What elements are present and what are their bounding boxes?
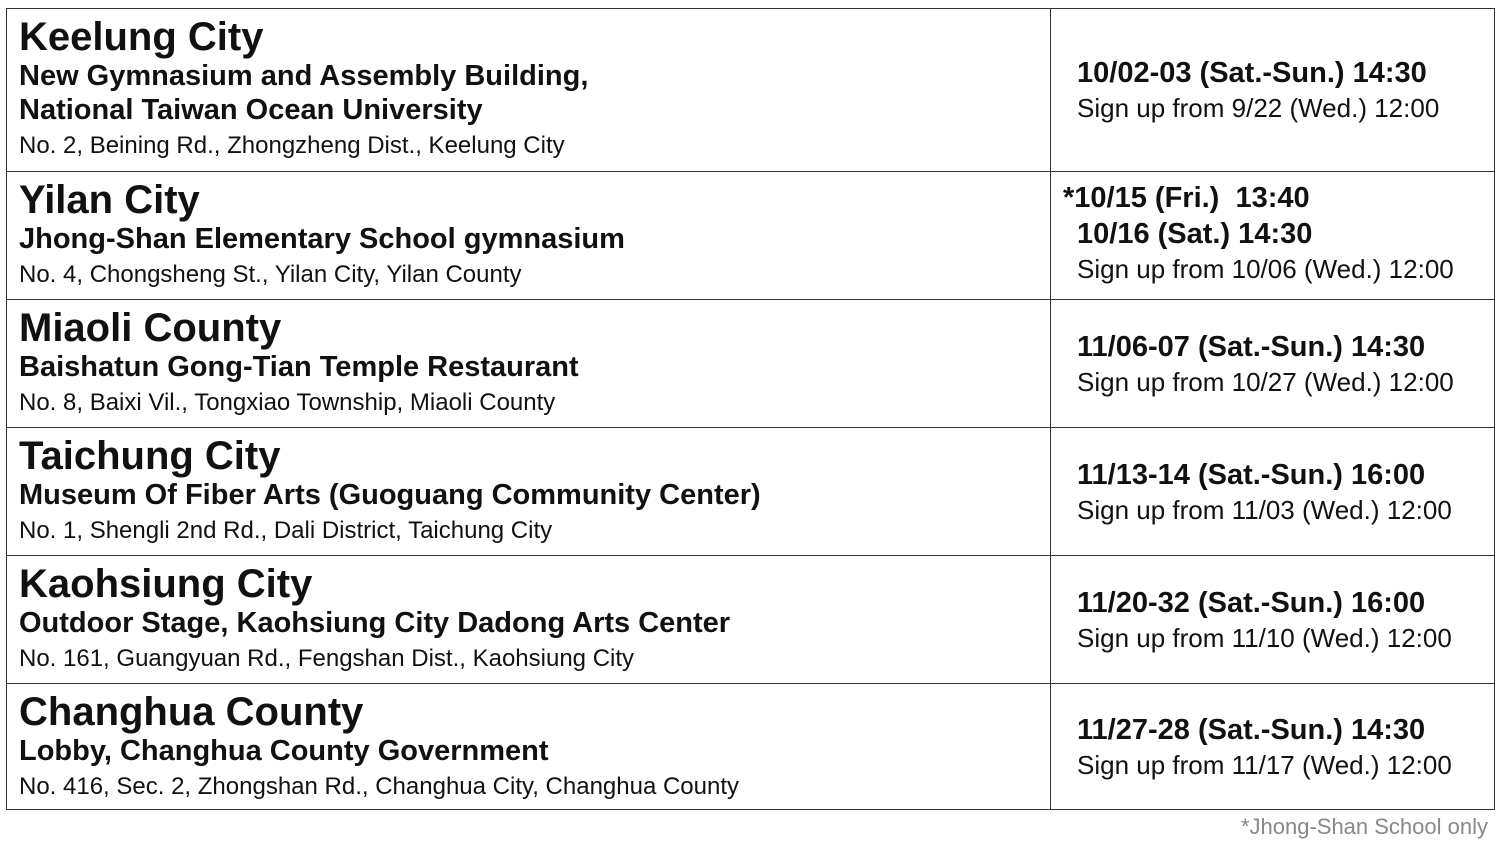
venue-name <box>19 606 1050 640</box>
venue-name-line: Lobby, Changhua County Government <box>19 735 549 767</box>
venue-address: No. 416, Sec. 2, Zhongshan Rd., Changhua City, Changhua County <box>19 773 740 800</box>
event-date: 11/27-28 (Sat.-Sun.) 14:30 <box>1077 713 1426 746</box>
footnote: *Jhong-Shan School only <box>1240 814 1488 839</box>
table-row <box>7 171 1494 299</box>
signup-date: Sign up from 10/27 (Wed.) 12:00 <box>1077 366 1454 397</box>
table-row <box>7 9 1494 171</box>
event-date: *10/15 (Fri.) 13:40 <box>1063 182 1310 214</box>
event-date: 10/16 (Sat.) 14:30 <box>1077 218 1313 250</box>
event-date: 11/20-32 (Sat.-Sun.) 16:00 <box>1077 586 1426 619</box>
city-name: Keelung City <box>19 15 264 59</box>
event-date: 10/02-03 (Sat.-Sun.) 14:30 <box>1077 57 1427 89</box>
signup-date: Sign up from 11/10 (Wed.) 12:00 <box>1077 622 1452 653</box>
schedule-cell <box>1051 428 1494 555</box>
venue-cell <box>7 300 1051 427</box>
venue-cell <box>7 428 1051 555</box>
venue-name <box>19 350 1050 384</box>
schedule-cell <box>1051 300 1494 427</box>
venue-name-line: National Taiwan Ocean University <box>19 94 483 126</box>
venue-cell <box>7 9 1051 171</box>
event-date: 11/13-14 (Sat.-Sun.) 16:00 <box>1077 458 1426 491</box>
venue-name-line: Baishatun Gong-Tian Temple Restaurant <box>19 351 579 383</box>
venue-address: No. 2, Beining Rd., Zhongzheng Dist., Keelung City <box>19 132 565 159</box>
venue-name-line: Outdoor Stage, Kaohsiung City Dadong Arts Center <box>19 607 731 639</box>
venue-cell <box>7 556 1051 683</box>
venue-address: No. 161, Guangyuan Rd., Fengshan Dist., Kaohsiung City <box>19 645 635 672</box>
schedule-table <box>6 8 1495 810</box>
schedule-cell <box>1051 556 1494 683</box>
venue-name-line: Museum Of Fiber Arts (Guoguang Community Center) <box>19 479 761 511</box>
venue-address: No. 4, Chongsheng St., Yilan City, Yilan County <box>19 261 522 288</box>
venue-name <box>19 222 1050 256</box>
venue-name <box>19 734 1050 768</box>
venue-name <box>19 478 1050 512</box>
venue-cell <box>7 684 1051 809</box>
venue-name-line: Jhong-Shan Elementary School gymnasium <box>19 223 625 255</box>
table-row <box>7 427 1494 555</box>
table-row <box>7 555 1494 683</box>
venue-cell <box>7 172 1051 299</box>
venue-name <box>19 59 1050 127</box>
signup-date: Sign up from 10/06 (Wed.) 12:00 <box>1077 254 1454 284</box>
schedule-cell <box>1051 684 1494 809</box>
city-name: Taichung City <box>19 434 281 478</box>
venue-address: No. 1, Shengli 2nd Rd., Dali District, Taichung City <box>19 517 553 544</box>
schedule-cell <box>1051 9 1494 171</box>
city-name: Changhua County <box>19 690 364 734</box>
signup-date: Sign up from 9/22 (Wed.) 12:00 <box>1077 93 1440 123</box>
city-name: Miaoli County <box>19 306 282 350</box>
venue-address: No. 8, Baixi Vil., Tongxiao Township, Miaoli County <box>19 389 556 416</box>
schedule-cell <box>1051 172 1494 299</box>
venue-name-line: New Gymnasium and Assembly Building, <box>19 60 589 92</box>
table-row <box>7 299 1494 427</box>
signup-date: Sign up from 11/03 (Wed.) 12:00 <box>1077 494 1452 525</box>
table-row <box>7 683 1494 809</box>
signup-date: Sign up from 11/17 (Wed.) 12:00 <box>1077 749 1452 780</box>
city-name: Kaohsiung City <box>19 562 313 606</box>
event-date: 11/06-07 (Sat.-Sun.) 14:30 <box>1077 330 1426 363</box>
city-name: Yilan City <box>19 178 200 222</box>
